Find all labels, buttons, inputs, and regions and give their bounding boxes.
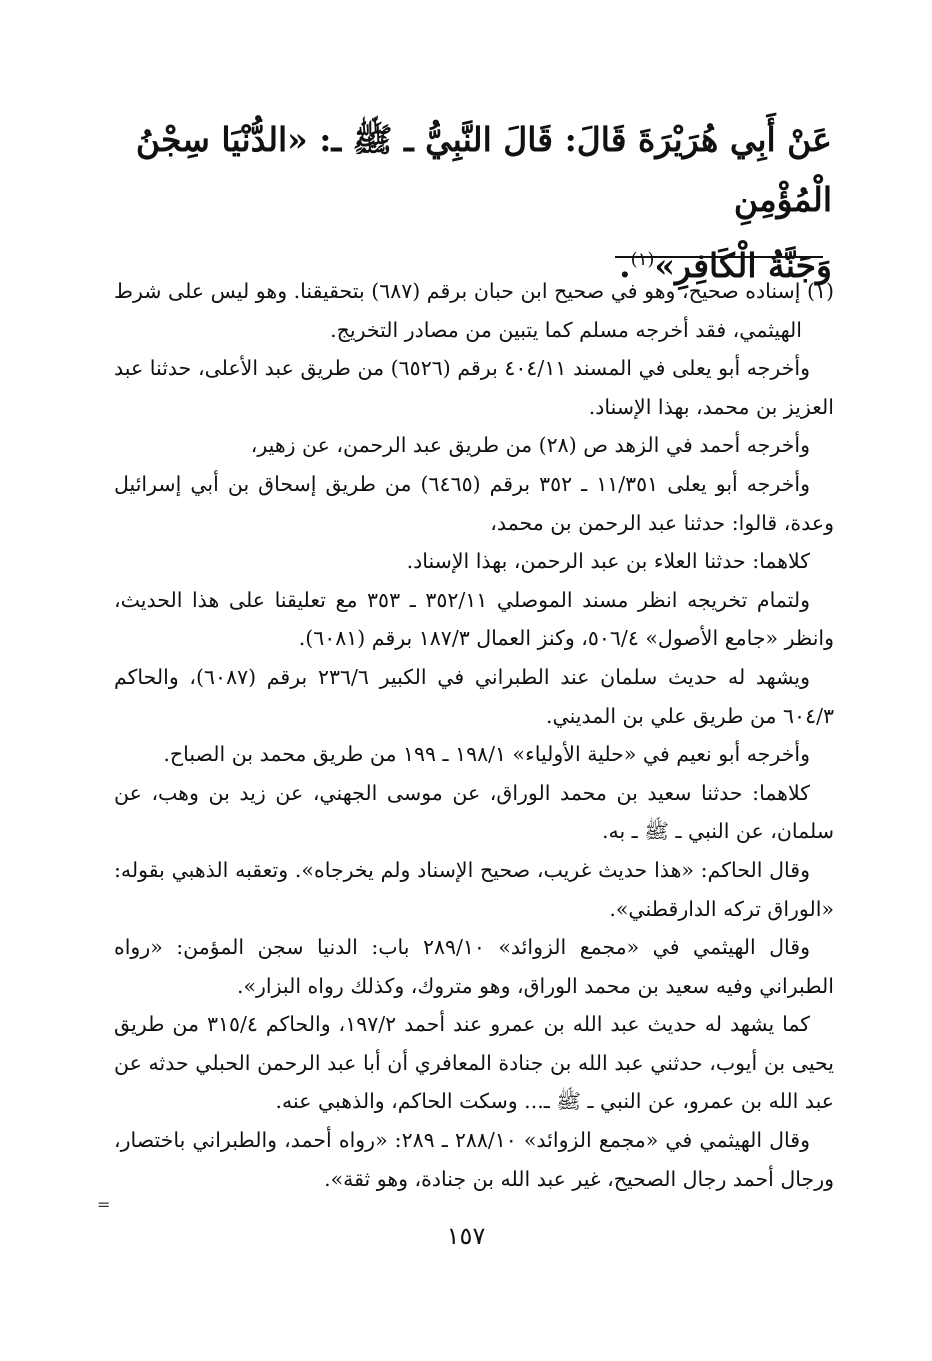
footnote-paragraph-9: كلاهما: حدثنا سعيد بن محمد الوراق، عن موسى الجهني، عن زيد بن وهب، عن سلمان، عن النبي ـ ﷺ ـ به. xyxy=(114,780,834,844)
page-number: ١٥٧ xyxy=(446,1222,486,1250)
footnote-paragraph-7: ويشهد له حديث سلمان عند الطبراني في الكبير ٢٣٦/٦ برقم (٦٠٨٧)، والحاكم ٦٠٤/٣ من طريق علي بن المديني. xyxy=(114,664,834,728)
hadith-line-1: عَنْ أَبِي هُرَيْرَةَ قَالَ: قَالَ النَّبِيُّ ـ ﷺ ـ: «الدُّنْيَا سِجْنُ الْمُؤْمِنِ xyxy=(135,120,832,219)
footnote-paragraph-1: (١) إسناده صحيح، وهو في صحيح ابن حبان برقم (٦٨٧) بتحقيقنا. وهو ليس على شرط الهيثمي، فقد أخرجه مسلم كما يتبين من مصادر التخريج. xyxy=(114,279,834,342)
footnote-ref-marker: (١) xyxy=(630,249,655,270)
footnotes xyxy=(114,272,834,1198)
footnote-paragraph-8: وأخرجه أبو نعيم في «حلية الأولياء» ١٩٨/١ ـ ١٩٩ من طريق محمد بن الصباح. xyxy=(163,742,810,767)
footnote-paragraph-12: كما يشهد له حديث عبد الله بن عمرو عند أحمد ١٩٧/٢، والحاكم ٣١٥/٤ من طريق يحيى بن أيوب، حدثني عبد الله بن جنادة المعافري أن أبا عبد الرحمن الحبلي حدثه عن عبد الله بن عمرو، عن النبي ـ ﷺ ـ... وسكت الحاكم، والذهبي عنه. xyxy=(114,1012,834,1114)
footnote-paragraph-11: وقال الهيثمي في «مجمع الزوائد» ٢٨٩/١٠ باب: الدنيا سجن المؤمن: «رواه الطبراني وفيه سعيد بن محمد الوراق، وهو متروك، وكذلك رواه البزار». xyxy=(114,935,834,998)
footnote-paragraph-4: وأخرجه أبو يعلى ١١/٣٥١ ـ ٣٥٢ برقم (٦٤٦٥) من طريق إسحاق بن أبي إسرائيل وعدة، قالوا: حدثنا عبد الرحمن بن محمد، xyxy=(114,471,834,535)
continuation-mark: = xyxy=(97,1195,111,1214)
footnote-paragraph-3: وأخرجه أحمد في الزهد ص (٢٨) من طريق عبد الرحمن، عن زهير، xyxy=(250,433,810,458)
hadith-end-punct: . xyxy=(619,246,631,285)
hadith-text xyxy=(112,110,832,296)
footnote-paragraph-5: كلاهما: حدثنا العلاء بن عبد الرحمن، بهذا الإسناد. xyxy=(406,549,810,574)
footnote-separator xyxy=(615,256,823,258)
footnote-paragraph-10: وقال الحاكم: «هذا حديث غريب، صحيح الإسناد ولم يخرجاه». وتعقبه الذهبي بقوله: «الوراق تركه الدارقطني». xyxy=(114,857,834,921)
footnote-paragraph-13: وقال الهيثمي في «مجمع الزوائد» ٢٨٨/١٠ ـ ٢٨٩: «رواه أحمد، والطبراني باختصار، ورجال أحمد رجال الصحيح، غير عبد الله بن جنادة، وهو ثقة». xyxy=(114,1128,834,1191)
footnote-paragraph-6: ولتمام تخريجه انظر مسند الموصلي ٣٥٢/١١ ـ ٣٥٣ مع تعليقنا على هذا الحديث، وانظر «جامع الأصول» ٥٠٦/٤، وكنز العمال ١٨٧/٣ برقم (٦٠٨١). xyxy=(114,587,834,651)
footnote-paragraph-2: وأخرجه أبو يعلى في المسند ٤٠٤/١١ برقم (٦٥٢٦) من طريق عبد الأعلى، حدثنا عبد العزيز بن محمد، بهذا الإسناد. xyxy=(114,356,834,419)
hadith-line-2-text: وَجَنَّةُ الْكَافِرِ» xyxy=(654,246,832,285)
